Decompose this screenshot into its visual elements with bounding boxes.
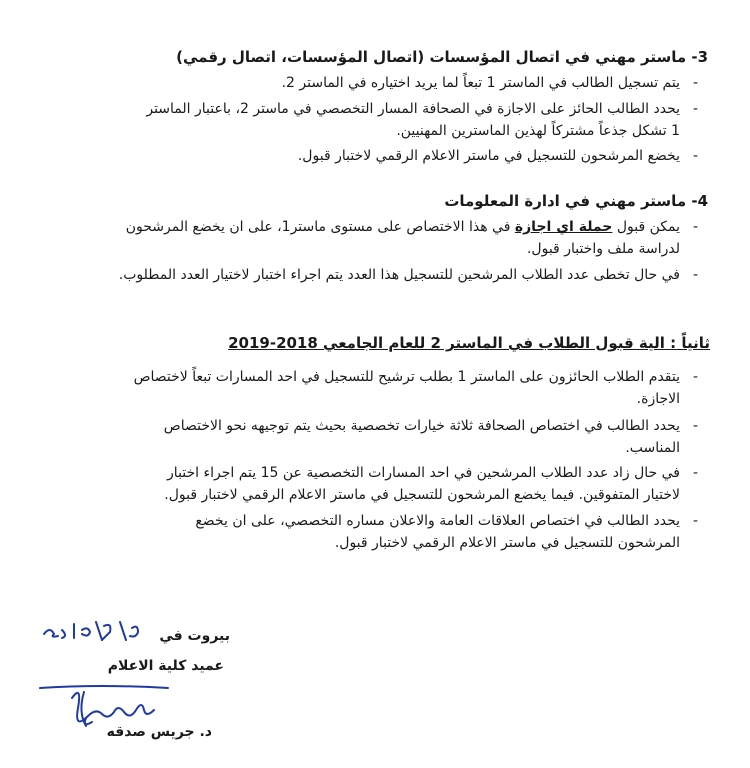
item-line: لاختيار المتفوقين. فيما يخضع المرشحون للتسجيل في ماستر الاعلام الرقمي لاختبار قبول. — [164, 487, 680, 503]
item-line: في حال تخطى عدد الطلاب المرشحين للتسجيل هذا العدد يتم اجراء اختبار لاختيار العدد المطلوب. — [118, 267, 680, 283]
item-line — [126, 216, 680, 238]
item-line: يخضع المرشحون للتسجيل في ماستر الاعلام الرقمي لاختبار قبول. — [297, 148, 680, 164]
item-rest: في هذا الاختصاص على مستوى ماستر1، على ان يخضع المرشحون — [125, 219, 511, 235]
item-line: الاجازة. — [636, 391, 680, 407]
item-line: يحدد الطالب في اختصاص الصحافة ثلاثة خيارات تخصصية بحيث يتم توجيهه نحو الاختصاص — [163, 418, 680, 434]
dean-position: عميد كلية الاعلام — [107, 658, 224, 674]
bullet-dash: - — [692, 513, 698, 529]
handwritten-date — [40, 618, 158, 648]
section-two-title: ثانياً : الية قبول الطلاب في الماستر 2 للعام الجامعي 2018-2019 — [228, 334, 710, 352]
list-item — [297, 145, 698, 167]
bullet-dash: - — [692, 369, 698, 385]
list-item — [163, 415, 698, 459]
list-item — [195, 510, 698, 554]
item-line: يحدد الطالب في اختصاص العلاقات العامة والاعلان مساره التخصصي، على ان يخضع — [195, 513, 680, 529]
list-item — [281, 72, 698, 94]
item-line: يحدد الطالب الحائز على الاجازة في الصحافة المسار التخصصي في ماستر 2، باعتبار الماستر — [146, 101, 680, 117]
bullet-dash: - — [692, 219, 698, 235]
section-3-title: 3- ماستر مهني في اتصال المؤسسات (اتصال المؤسسات، اتصال رقمي) — [176, 48, 708, 66]
list-item — [164, 462, 698, 506]
list-item — [133, 366, 698, 410]
item-line: في حال زاد عدد الطلاب المرشحين في احد المسارات التخصصية عن 15 يتم اجراء اختبار — [167, 465, 680, 481]
bullet-dash: - — [692, 101, 698, 117]
item-line: المرشحون للتسجيل في ماستر الاعلام الرقمي لاختبار قبول. — [334, 535, 680, 551]
bullet-dash: - — [692, 267, 698, 283]
dean-name: د. جريس صدقه — [106, 724, 212, 740]
item-line: 1 تشكل جذعاً مشتركاً لهذين الماسترين المهنيين. — [396, 123, 680, 139]
section-4-title: 4- ماستر مهني في ادارة المعلومات — [444, 192, 708, 210]
item-line: لدراسة ملف واختبار قبول. — [526, 241, 680, 257]
item-line: المناسب. — [625, 440, 680, 456]
bullet-dash: - — [692, 418, 698, 434]
bullet-dash: - — [692, 148, 698, 164]
bullet-dash: - — [692, 75, 698, 91]
list-item — [146, 98, 698, 142]
signature-place: بيروت في — [159, 628, 230, 644]
emphasis-text: حملة اي اجازة — [514, 219, 613, 235]
list-item — [125, 216, 698, 260]
item-prefix: يمكن قبول — [616, 219, 680, 235]
list-item — [118, 264, 698, 286]
item-line: يتم تسجيل الطالب في الماستر 1 تبعاً لما يريد اختياره في الماستر 2. — [281, 75, 680, 91]
item-line: يتقدم الطلاب الحائزون على الماستر 1 بطلب ترشيح للتسجيل في احد المسارات تبعاً لاختصاص — [133, 369, 680, 385]
bullet-dash: - — [692, 465, 698, 481]
